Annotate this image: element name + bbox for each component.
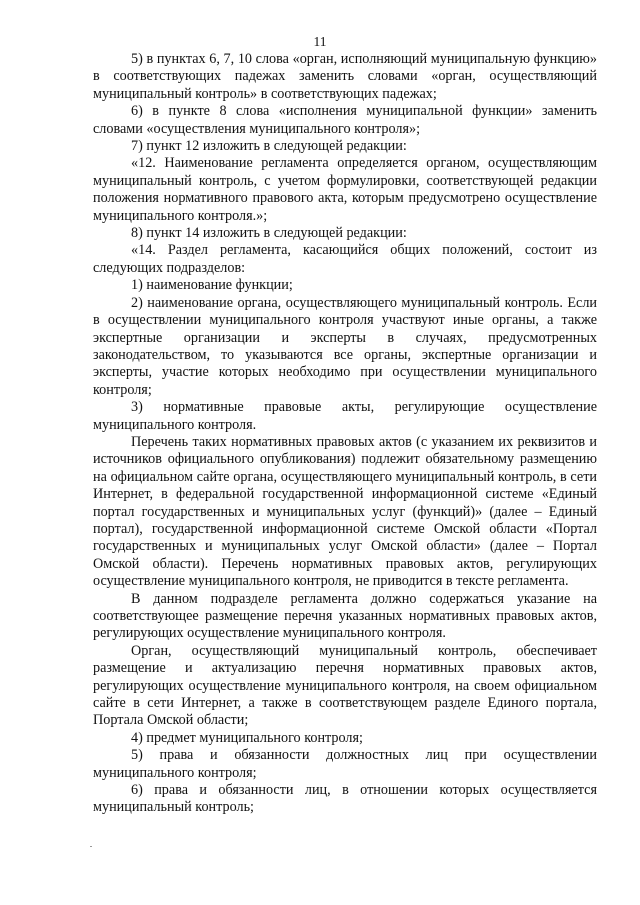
paragraph: «12. Наименование регламента определяется органом, осуществляющим муниципальный контроль, с учетом формулировки, соответствующей редакции положения нормативного правового акта, которым предусмотрено осуществление муниципального контроля.»; [93, 155, 597, 224]
paragraph: 4) предмет муниципального контроля; [131, 729, 363, 746]
paragraph: В данном подразделе регламента должно содержаться указание на соответствующее размещение перечня указанных нормативных правовых актов, регулирующих осуществление муниципального контроля. [93, 590, 597, 642]
paragraph: 1) наименование функции; [131, 277, 293, 294]
paragraph: Орган, осуществляющий муниципальный контроль, обеспечивает размещение и актуализацию перечня нормативных правовых актов, регулирующих осуществление муниципального контроля, на своем официальном сайте в сети Интернет, а также в соответствующем разделе Единого портала, Портала Омской области; [93, 642, 597, 729]
paragraph: Перечень таких нормативных правовых актов (с указанием их реквизитов и источников официального опубликования) подлежит обязательному размещению на официальном сайте органа, осуществляющего муниципальный контроль, в сети Интернет, в федеральной государственной информационной системе «Единый портал государственных и муниципальных услуг (функций)» (далее – Единый портал), государственной информационной системе Омской области «Портал государственных и муниципальных услуг Омской области» (далее – Портал Омской области). Перечень нормативных правовых актов, регулирующих осуществление муниципального контроля, не приводится в тексте регламента. [93, 433, 597, 590]
paragraph: 5) в пунктах 6, 7, 10 слова «орган, исполняющий муниципальную функцию» в соответствующих падежах заменить словами «орган, осуществляющий муниципальный контроль» в соответствующих падежах; [93, 51, 597, 102]
paragraph: 8) пункт 14 изложить в следующей редакции: [131, 225, 407, 242]
paragraph: 6) в пункте 8 слова «исполнения муниципальной функции» заменить словами «осуществления муниципального контроля»; [93, 103, 597, 137]
document-body [93, 51, 597, 817]
paragraph: 7) пункт 12 изложить в следующей редакции: [131, 138, 407, 155]
paragraph: 5) права и обязанности должностных лиц при осуществлении муниципального контроля; [93, 747, 597, 781]
paragraph: «14. Раздел регламента, касающийся общих положений, состоит из следующих подразделов: [93, 242, 597, 276]
paragraph: 2) наименование органа, осуществляющего муниципальный контроль. Если в осуществлении муниципального контроля участвуют иные органы, а также экспертные организации и эксперты в случаях, предусмотренных законодательством, то указываются все органы, экспертные организации и эксперты, участие которых необходимо при осуществлении муниципального контроля; [93, 294, 597, 398]
paragraph: 6) права и обязанности лиц, в отношении которых осуществляется муниципальный контроль; [93, 782, 597, 816]
page-number: 11 [313, 34, 327, 49]
scan-artifact [90, 846, 92, 847]
paragraph: 3) нормативные правовые акты, регулирующие осуществление муниципального контроля. [93, 399, 597, 433]
